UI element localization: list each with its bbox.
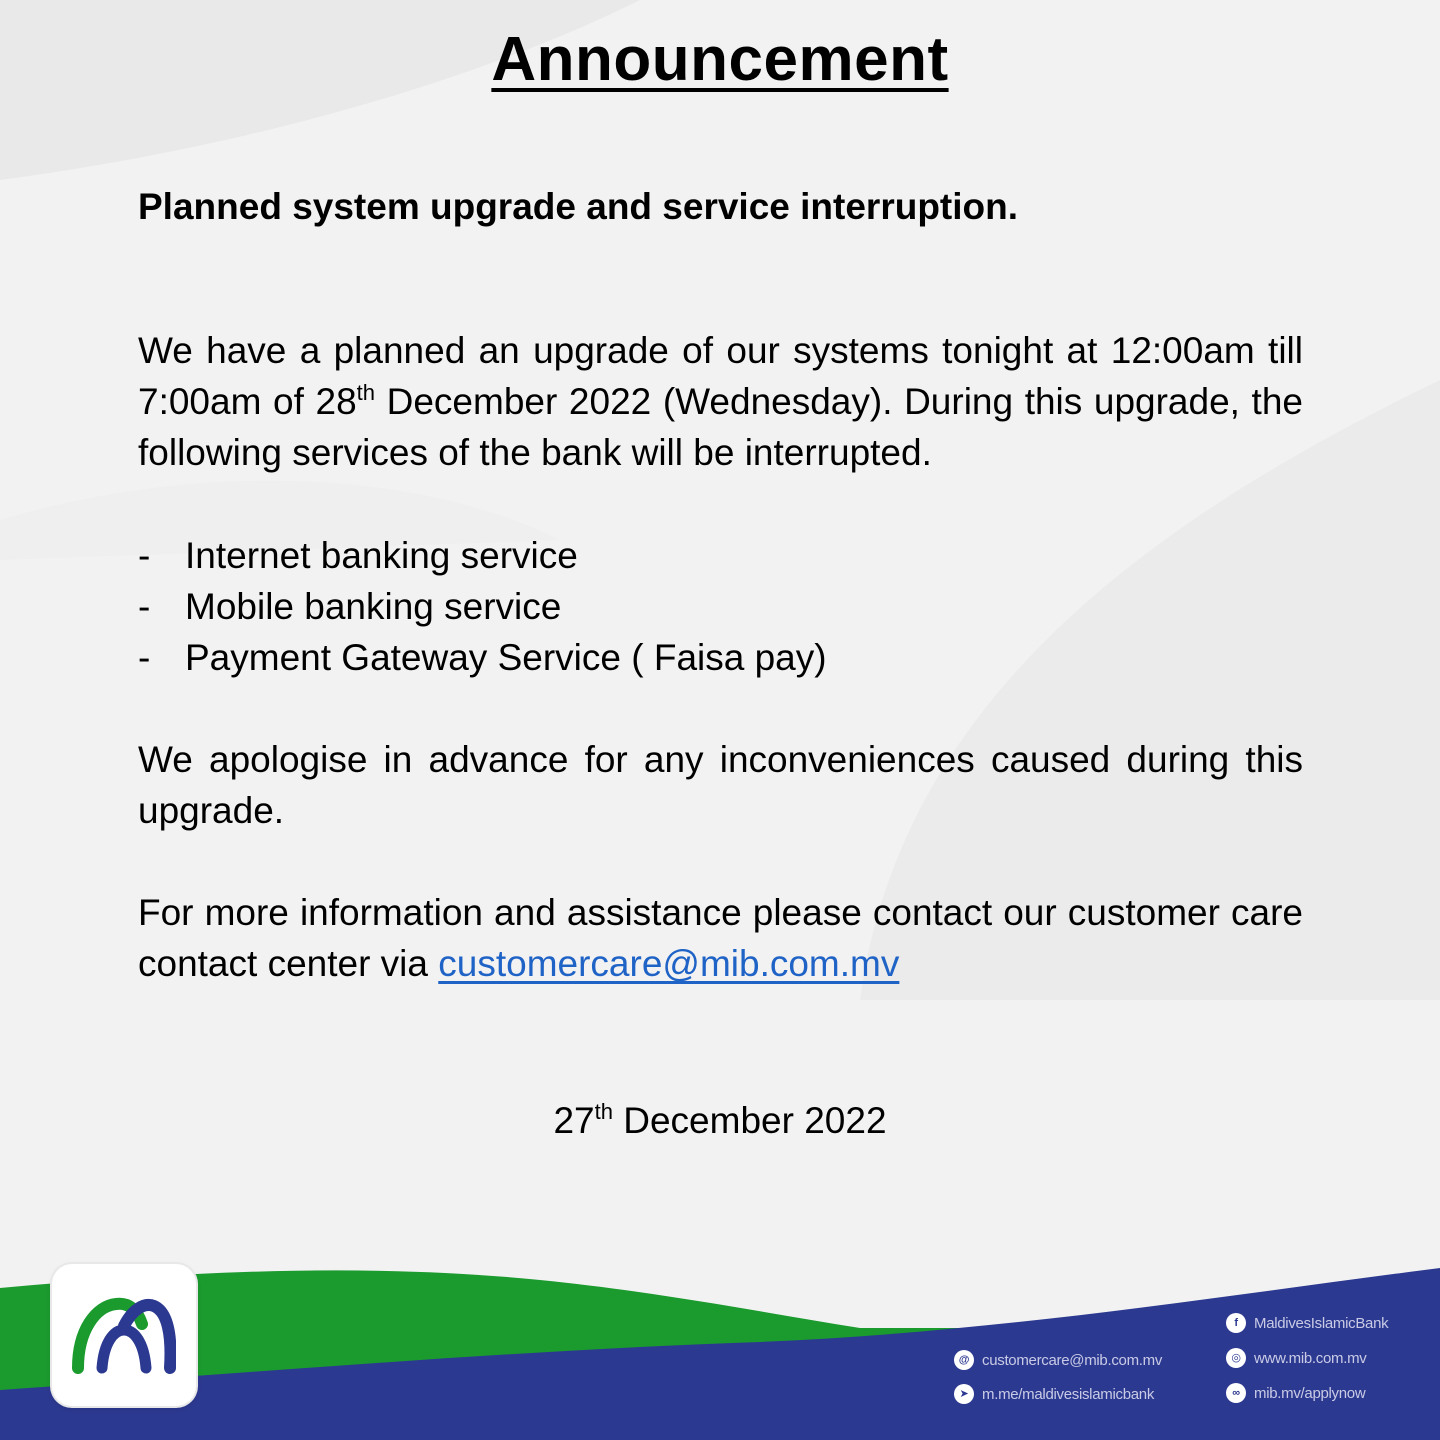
- contact-apply-text: mib.mv/applynow: [1254, 1384, 1366, 1402]
- link-icon: ∞: [1226, 1383, 1246, 1403]
- contact-facebook-text: MaldivesIslamicBank: [1254, 1314, 1389, 1332]
- contact-apply[interactable]: [1226, 1383, 1365, 1403]
- list-dash: -: [138, 535, 151, 576]
- contact-messenger[interactable]: [954, 1384, 1154, 1404]
- service-mobile-banking: Mobile banking service: [185, 586, 562, 627]
- mib-logo-icon: [72, 1296, 176, 1374]
- globe-icon: ◎: [1226, 1348, 1246, 1368]
- date-day: 27: [553, 1100, 595, 1141]
- contact-website[interactable]: [1226, 1348, 1366, 1368]
- service-internet-banking: Internet banking service: [185, 535, 578, 576]
- date-ordinal-suffix: th: [594, 1099, 613, 1124]
- contact-website-text: www.mib.com.mv: [1254, 1349, 1367, 1367]
- telegram-icon: ➤: [954, 1384, 974, 1404]
- contact-email-text: customercare@mib.com.mv: [982, 1351, 1163, 1369]
- list-dash: -: [138, 637, 151, 678]
- facebook-icon: f: [1226, 1313, 1246, 1333]
- ordinal-suffix: th: [356, 380, 376, 405]
- list-dash: -: [138, 586, 151, 627]
- apology-paragraph: We apologise in advance for any inconveniences caused during this upgrade.: [138, 739, 1303, 831]
- announcement-subtitle: Planned system upgrade and service interruption.: [138, 186, 1019, 227]
- contact-email[interactable]: [954, 1350, 1162, 1370]
- email-link[interactable]: customercare@mib.com.mv: [438, 943, 900, 984]
- service-payment-gateway: Payment Gateway Service ( Faisa pay): [185, 637, 827, 678]
- email-icon: @: [954, 1350, 974, 1370]
- logo-card: [52, 1264, 196, 1406]
- page-title: Announcement: [491, 25, 949, 94]
- upgrade-text-part2: December 2022 (Wednesday). During this upgrade, the following services of the bank will be interrupted.: [138, 381, 1303, 473]
- upgrade-text-part1: We have a planned an upgrade of our systems tonight at 12:00am till 7:00am of 28: [138, 330, 1303, 422]
- date-rest: December 2022: [612, 1100, 887, 1141]
- contact-messenger-text: m.me/maldivesislamicbank: [982, 1385, 1155, 1403]
- contact-facebook[interactable]: [1226, 1313, 1388, 1333]
- contact-text: For more information and assistance please contact our customer care contact center via: [138, 892, 1303, 984]
